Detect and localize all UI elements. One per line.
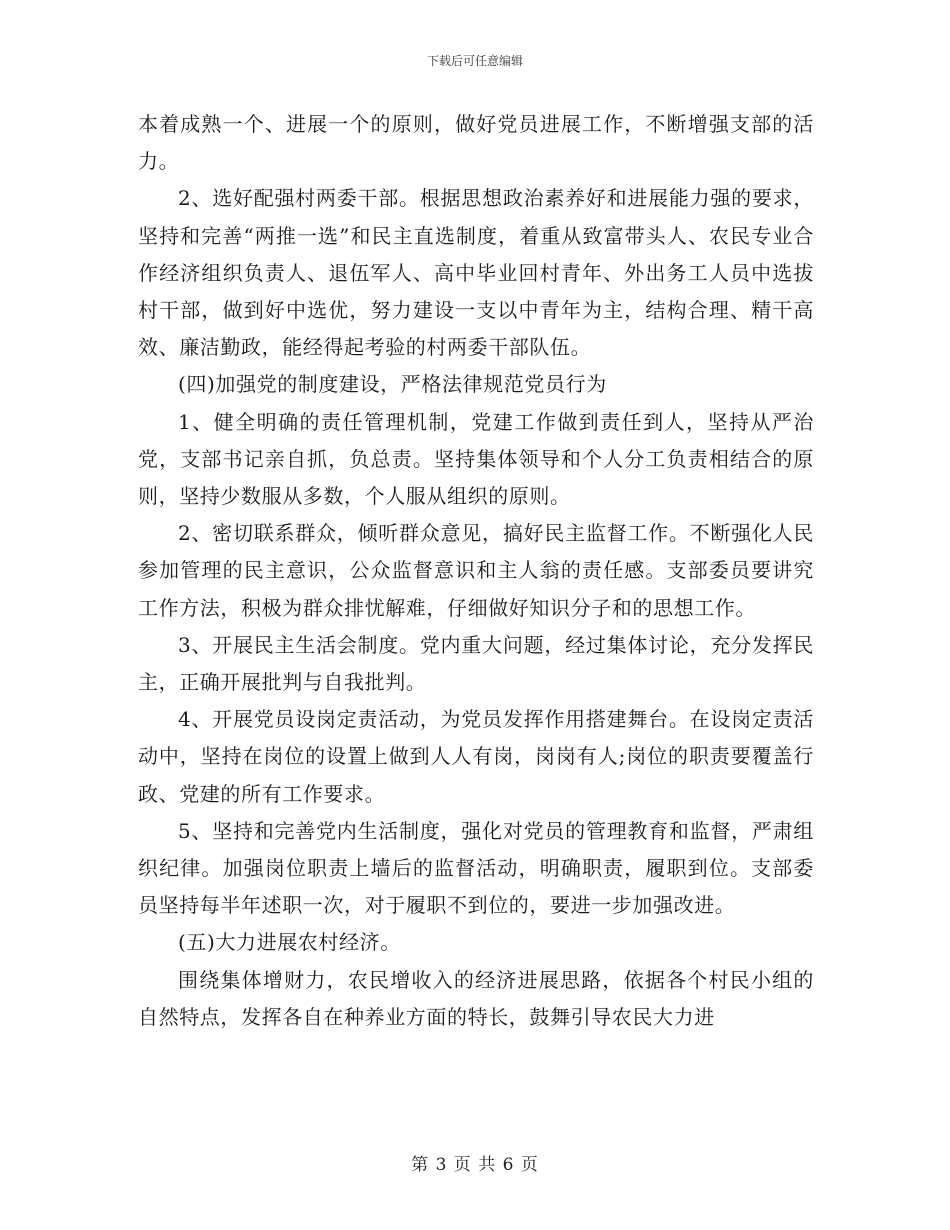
document-body [138,106,814,1036]
page-header: 下载后可任意编辑 [426,54,523,68]
paragraph-6: 3、开展民主生活会制度。党内重大问题，经过集体讨论，充分发挥民主，正确开展批判与自我批判。 [138,632,814,695]
paragraph-7: 4、开展党员设岗定责活动，为党员发挥作用搭建舞台。在设岗定责活动中，坚持在岗位的设置上做到人人有岗，岗岗有人;岗位的职责要覆盖行政、党建的所有工作要求。 [138,707,814,806]
paragraph-8: 5、坚持和完善党内生活制度，强化对党员的管理教育和监督，严肃组织纪律。加强岗位职责上墙后的监督活动，明确职责，履职到位。支部委员坚持每半年述职一次，对于履职不到位的，要进一步加强改进。 [138,818,814,918]
paragraph-5: 2、密切联系群众，倾听群众意见，搞好民主监督工作。不断强化人民参加管理的民主意识，公众监督意识和主人翁的责任感。支部委员要讲究工作方法，积极为群众排忧解难，仔细做好知识分子和的思想工作。 [138,521,814,620]
paragraph-4: 1、健全明确的责任管理机制，党建工作做到责任到人，坚持从严治党，支部书记亲自抓，负总责。坚持集体领导和个人分工负责相结合的原则，坚持少数服从多数，个人服从组织的原则。 [138,409,814,509]
section-heading-4: (四)加强党的制度建设，严格法律规范党员行为 [178,372,607,397]
paragraph-10: 围绕集体增财力，农民增收入的经济进展思路，依据各个村民小组的自然特点，发挥各自在种养业方面的特长，鼓舞引导农民大力进 [138,967,814,1029]
paragraph-1: 本着成熟一个、进展一个的原则，做好党员进展工作，不断增强支部的活力。 [138,112,814,174]
paragraph-2: 2、选好配强村两委干部。根据思想政治素养好和进展能力强的要求，坚持和完善“两推一选”和民主直选制度，着重从致富带头人、农民专业合作经济组织负责人、退伍军人、高中毕业回村青年、外出务工人员中选拔村干部，做到好中选优，努力建设一支以中青年为主，结构合理、精干高效、廉洁勤政，能经得起考验的村两委干部队伍。 [138,186,814,360]
page-number: 第 3 页 共 6 页 [411,1155,539,1175]
section-heading-5: (五)大力进展农村经济。 [178,930,401,955]
